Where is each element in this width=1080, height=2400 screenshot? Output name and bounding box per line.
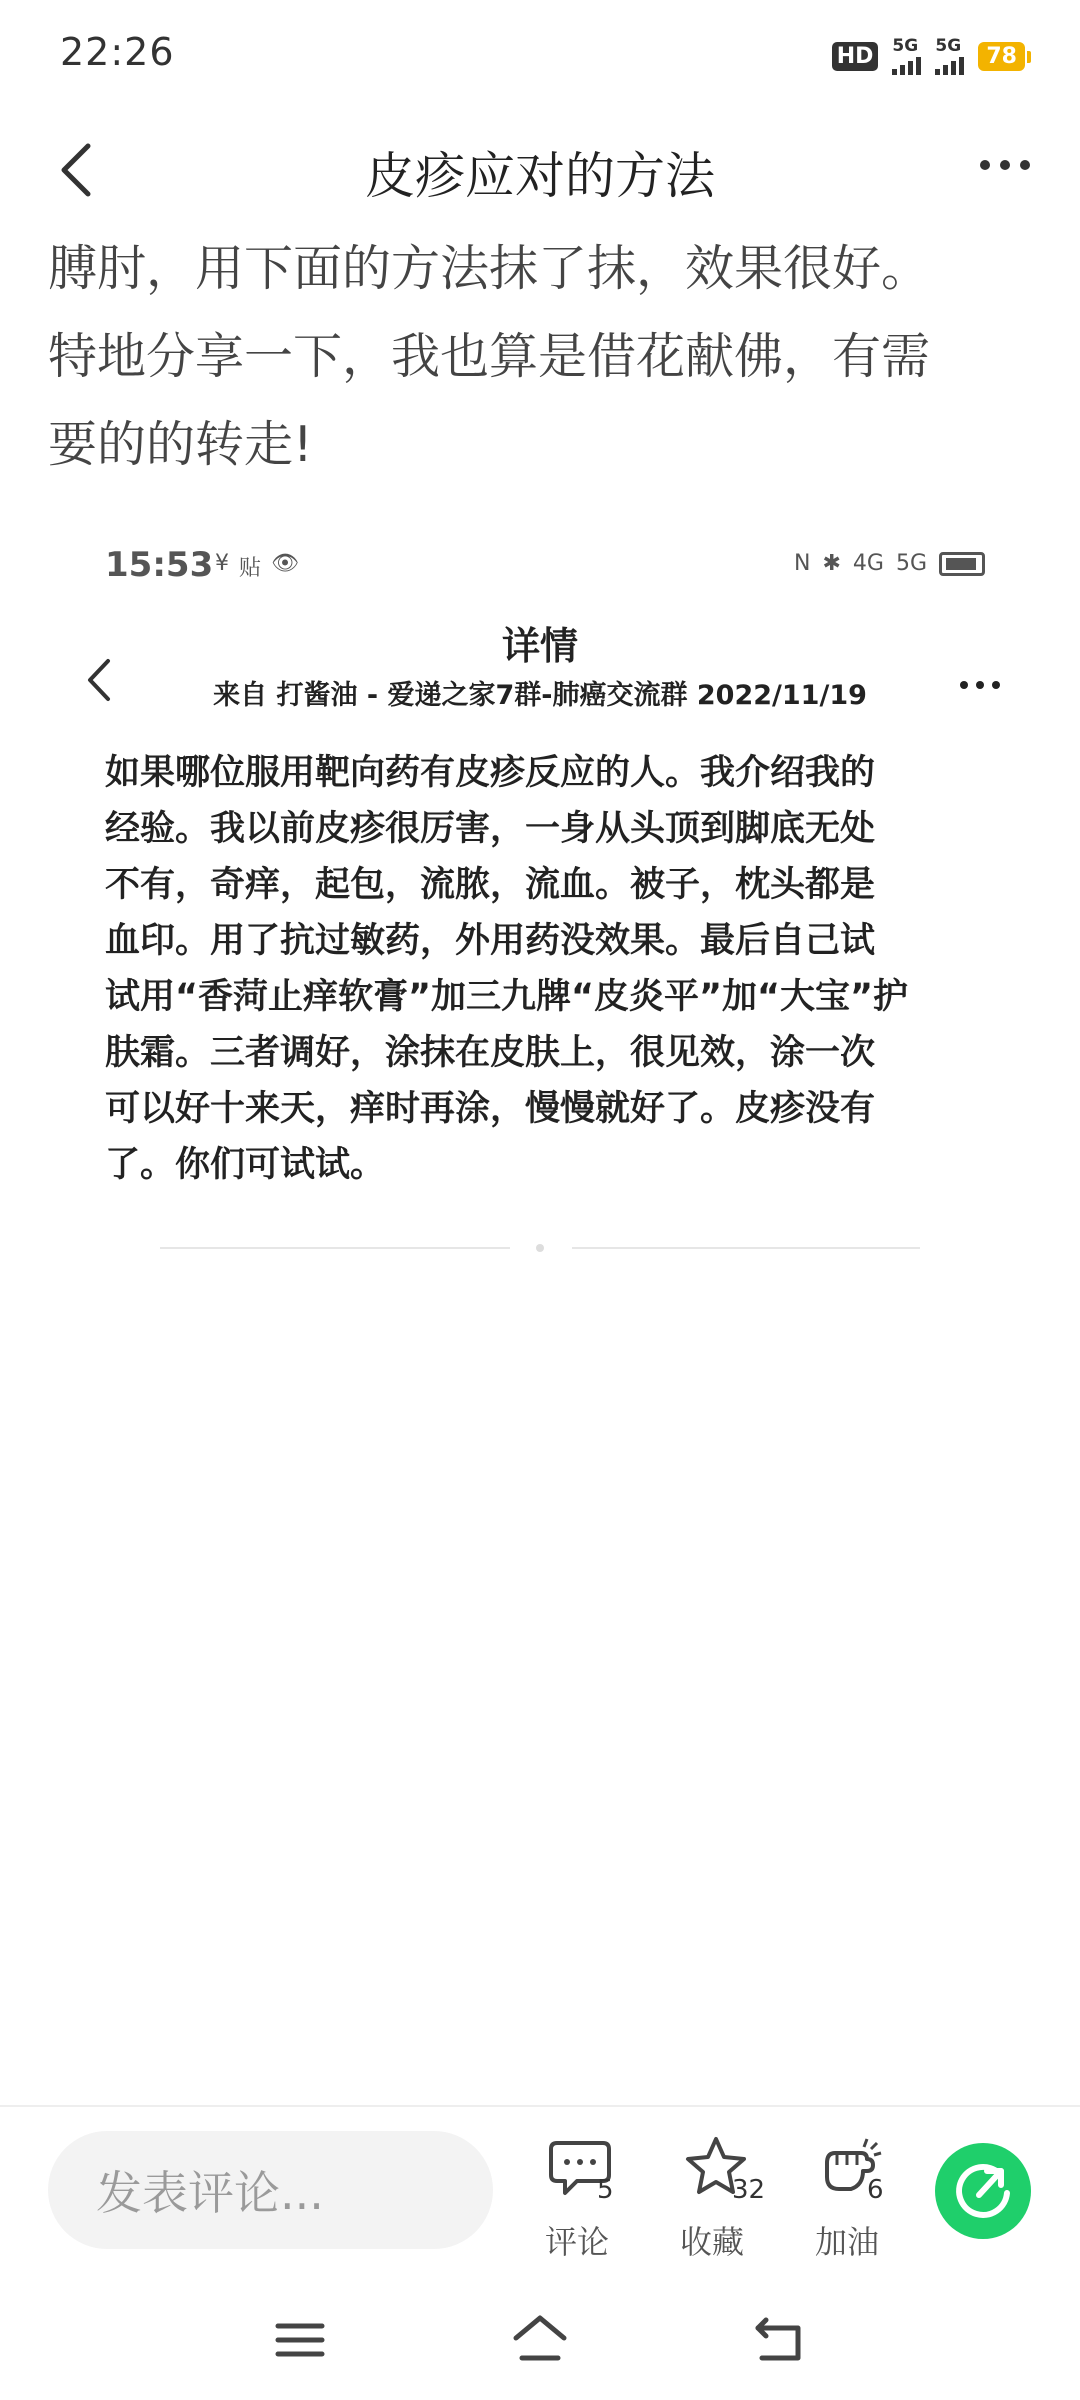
embedded-body-line: 肤霜。三者调好，涂抹在皮肤上，很见效，涂一次 [105, 1033, 876, 1073]
article-line: 特地分享一下，我也算是借花献佛，有需 [48, 328, 931, 385]
nfc-icon: N [794, 551, 811, 576]
embedded-body [105, 745, 990, 1193]
favorite-button[interactable] [670, 2135, 780, 2261]
comment-count: 5 [597, 2175, 614, 2205]
embedded-header [80, 615, 1000, 735]
comment-input[interactable]: 发表评论... [48, 2131, 493, 2249]
status-time: 22:26 [60, 30, 175, 74]
embedded-title: 详情 [501, 624, 578, 668]
article-line: 要的的转走! [48, 416, 313, 473]
embedded-body-line: 如果哪位服用靶向药有皮疹反应的人。我介绍我的 [105, 753, 876, 793]
article-text [48, 225, 1040, 489]
share-button[interactable] [935, 2143, 1031, 2239]
signal-5g-icon: 5G [895, 551, 927, 576]
embedded-divider-dot [536, 1244, 544, 1252]
home-icon[interactable] [510, 2310, 570, 2370]
page-title: 皮疹应对的方法 [365, 147, 715, 205]
embedded-body-line: 可以好十来天，痒时再涂，慢慢就好了。皮疹没有 [105, 1089, 876, 1129]
embedded-divider [160, 1247, 510, 1249]
battery-icon: 78 [978, 42, 1025, 71]
embedded-screenshot[interactable] [80, 525, 1000, 1265]
bluetooth-icon: ✱ [822, 551, 841, 576]
status-icons [832, 38, 1025, 75]
menu-icon[interactable] [270, 2310, 330, 2370]
cheer-button[interactable] [805, 2135, 915, 2261]
embedded-divider [572, 1247, 920, 1249]
article-line: 膊肘，用下面的方法抹了抹，效果很好。 [48, 240, 931, 297]
embedded-battery-icon [939, 552, 985, 576]
signal-4g-icon: 4G [852, 551, 884, 576]
embedded-status-time: 15:53 [105, 545, 214, 585]
share-arrow-icon [935, 2143, 1031, 2239]
comment-button[interactable] [535, 2135, 645, 2261]
cheer-count: 6 [867, 2175, 884, 2205]
system-nav-bar [0, 2280, 1080, 2400]
hd-icon: HD [832, 42, 879, 71]
embedded-subtitle: 来自 打酱油 - 爱递之家7群-肺癌交流群 2022/11/19 [213, 680, 867, 711]
tieba-icon: 贴 [239, 556, 262, 581]
embedded-body-line: 了。你们可试试。 [105, 1145, 386, 1185]
comment-label: 评论 [545, 2223, 610, 2261]
favorite-label: 收藏 [680, 2223, 745, 2261]
embedded-status-bar [105, 545, 985, 585]
yen-icon: ¥ [215, 551, 229, 576]
more-dots-icon[interactable] [980, 160, 1030, 170]
favorite-count: 32 [732, 2175, 766, 2205]
embedded-status-left-icons [215, 551, 299, 582]
signal-icon-sim2: 5G [935, 38, 964, 75]
eye-icon: 👁 [271, 551, 299, 576]
signal-icon-sim1: 5G [892, 38, 921, 75]
embedded-body-line: 血印。用了抗过敏药，外用药没效果。最后自己试 [105, 921, 876, 961]
title-bar [0, 110, 1080, 230]
action-bar [0, 2105, 1080, 2280]
cheer-label: 加油 [815, 2223, 880, 2261]
status-bar [0, 0, 1080, 110]
embedded-status-right-icons [794, 551, 985, 576]
embedded-body-line: 经验。我以前皮疹很厉害，一身从头顶到脚底无处 [105, 809, 876, 849]
embedded-more-icon [960, 681, 1000, 689]
embedded-body-line: 不有，奇痒，起包，流脓，流血。被子，枕头都是 [105, 865, 876, 905]
back-icon[interactable] [750, 2310, 810, 2370]
embedded-body-line: 试用“香菏止痒软膏”加三九牌“皮炎平”加“大宝”护 [105, 977, 909, 1017]
